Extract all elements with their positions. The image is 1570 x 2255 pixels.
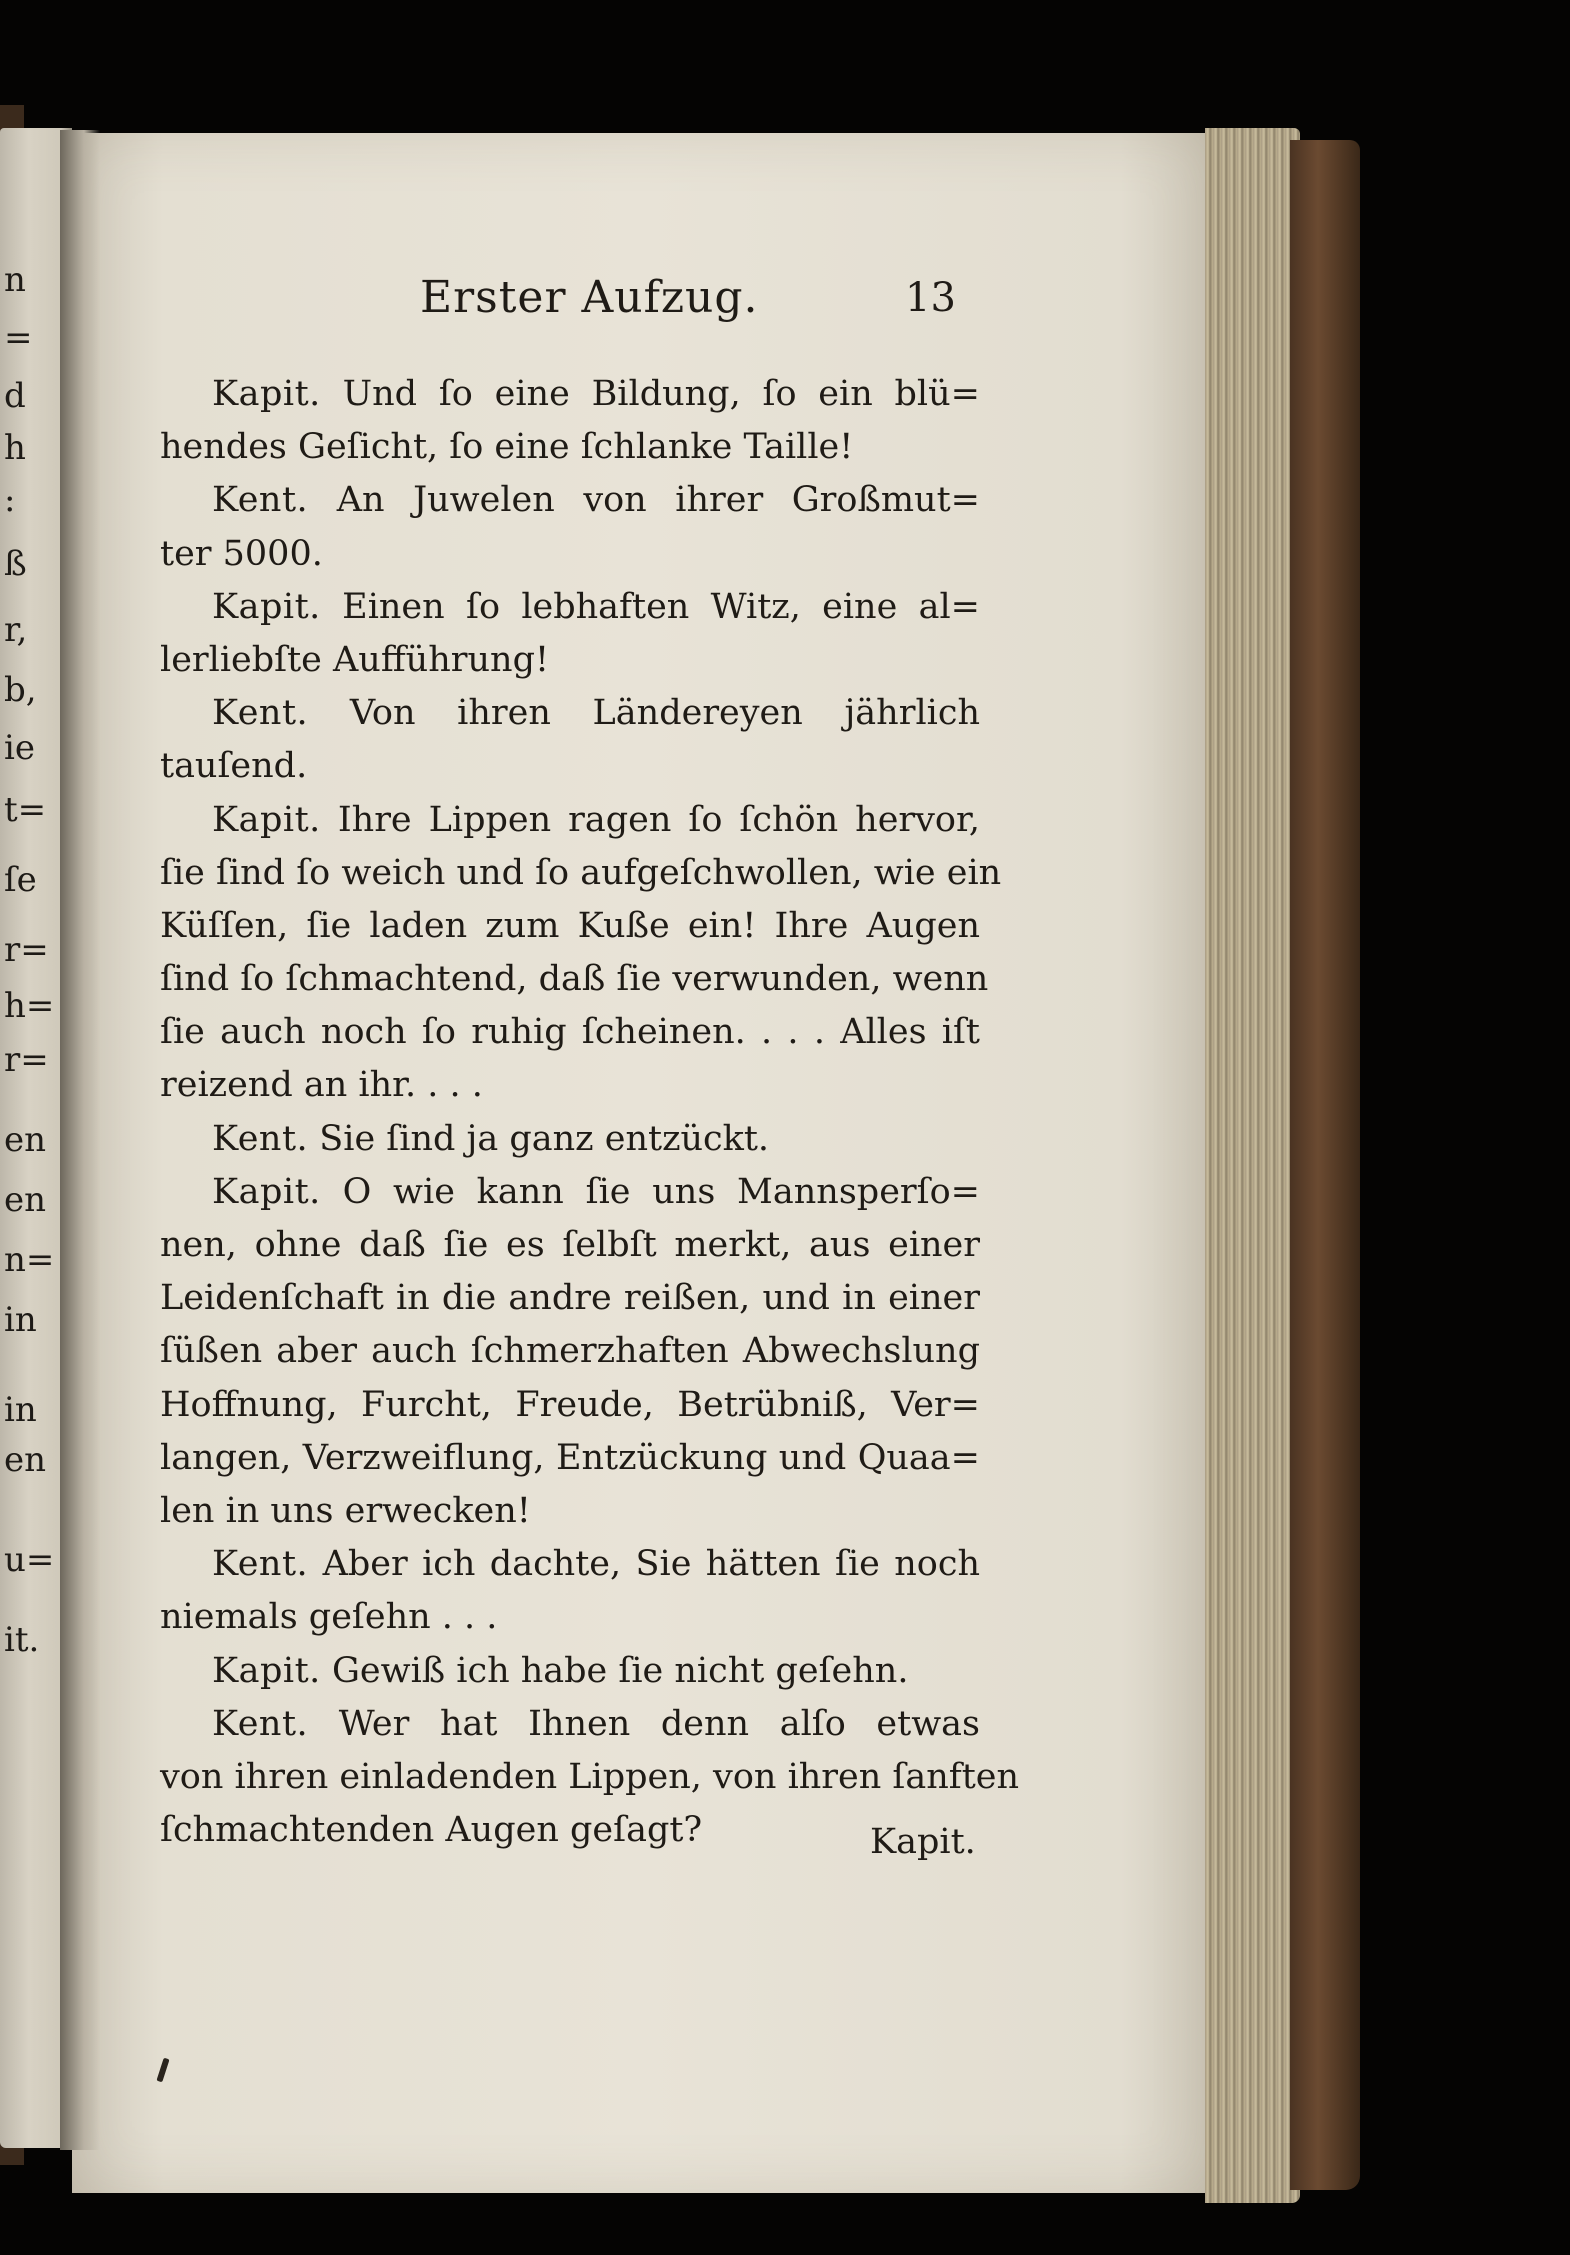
text-line bbox=[160, 1325, 980, 1378]
line-text: Und ſo eine Bildung, ſo ein blü= bbox=[342, 374, 980, 414]
line-text: Leidenſchaft in die andre reißen, und in einer bbox=[160, 1278, 980, 1319]
left-page-text-fragment: it. bbox=[4, 1620, 40, 1660]
line-text: len in uns erwecken! bbox=[160, 1490, 531, 1531]
text-line bbox=[160, 740, 980, 793]
line-text: ſüßen aber auch ſchmerzhaften Abwechslung bbox=[160, 1331, 980, 1372]
line-text: reizend an ihr. . . . bbox=[160, 1065, 483, 1106]
running-head: Erster Aufzug. bbox=[420, 272, 759, 323]
line-text: Hoffnung, Furcht, Freude, Betrübniß, Ver= bbox=[160, 1384, 980, 1425]
text-line bbox=[160, 1059, 980, 1112]
line-text: hendes Geſicht, ſo eine ſchlanke Taille! bbox=[160, 427, 854, 468]
speaker-label: Kent. bbox=[212, 480, 309, 521]
line-text: von ihren einladenden Lippen, von ihren ſanften bbox=[160, 1756, 1020, 1797]
line-text: nen, ohne daß ſie es ſelbſt merkt, aus einer bbox=[160, 1225, 980, 1265]
left-page-text-fragment: ie bbox=[4, 728, 35, 768]
left-page-text-fragment: b, bbox=[4, 670, 37, 710]
left-page-text-fragment: en bbox=[4, 1180, 47, 1220]
left-page-text-fragment: d bbox=[4, 376, 26, 416]
speaker-label: Kapit. bbox=[212, 1650, 321, 1691]
text-line bbox=[160, 794, 980, 847]
left-page-text-fragment: t= bbox=[4, 790, 47, 830]
speaker-label: Kapit. bbox=[212, 586, 321, 627]
left-page-text-fragment: in bbox=[4, 1300, 37, 1340]
left-page-text-fragment: u= bbox=[4, 1540, 55, 1580]
text-line bbox=[160, 1804, 980, 1857]
left-page-text-fragment: : bbox=[4, 480, 16, 520]
left-page-text-fragment: r= bbox=[4, 1040, 49, 1080]
text-line bbox=[160, 1006, 980, 1059]
left-page-text-fragment: h bbox=[4, 428, 26, 468]
speaker-label: Kent. bbox=[212, 1703, 309, 1744]
line-text: Wer hat Ihnen denn alſo etwas bbox=[338, 1703, 980, 1744]
text-line bbox=[160, 421, 980, 474]
text-line bbox=[160, 1166, 980, 1219]
line-text: Gewiß ich habe ſie nicht geſehn. bbox=[331, 1650, 909, 1691]
text-line bbox=[160, 953, 989, 1006]
line-text: lerliebſte Aufführung! bbox=[160, 639, 550, 680]
speaker-label: Kapit. bbox=[212, 374, 321, 414]
line-text: Einen ſo lebhaften Witz, eine al= bbox=[342, 586, 980, 627]
line-text: O wie kann ſie uns Mannsperſo= bbox=[342, 1171, 980, 1212]
line-text: Sie ſind ja ganz entzückt. bbox=[319, 1118, 770, 1159]
speaker-label: Kent. bbox=[212, 1544, 309, 1585]
text-line bbox=[160, 581, 980, 634]
speaker-label: Kapit. bbox=[212, 799, 321, 840]
text-line bbox=[160, 1379, 980, 1432]
line-text: ſie auch noch ſo ruhig ſcheinen. . . . Alles iſt bbox=[160, 1012, 980, 1053]
catchword: Kapit. bbox=[870, 1822, 976, 1862]
left-page-text-fragment: in bbox=[4, 1390, 37, 1430]
text-line bbox=[160, 474, 980, 527]
left-page-text-fragment: h= bbox=[4, 986, 55, 1026]
text-line bbox=[160, 1698, 980, 1751]
text-line bbox=[160, 687, 980, 740]
text-block bbox=[160, 368, 1020, 1857]
line-text: Ihre Lippen ragen ſo ſchön hervor, bbox=[337, 799, 980, 840]
line-text: ter 5000. bbox=[160, 533, 323, 574]
text-line bbox=[160, 1113, 980, 1166]
line-text: Von ihren Ländereyen jährlich bbox=[349, 693, 980, 734]
left-page-text-fragment: ß bbox=[4, 544, 27, 584]
line-text: ſind ſo ſchmachtend, daß ſie verwunden, wenn bbox=[160, 959, 989, 1000]
page-edges-stack bbox=[1205, 128, 1300, 2203]
left-page-text-fragment: r, bbox=[4, 610, 28, 650]
line-text: ſie ſind ſo weich und ſo aufgeſchwollen, wie ein bbox=[160, 852, 1002, 893]
page-number: 13 bbox=[905, 275, 956, 321]
page-gutter bbox=[60, 130, 100, 2150]
text-line bbox=[160, 1645, 980, 1698]
line-text: niemals geſehn . . . bbox=[160, 1597, 498, 1638]
line-text: langen, Verzweiflung, Entzückung und Quaa= bbox=[160, 1437, 980, 1478]
line-text: Küſſen, ſie laden zum Kuße ein! Ihre Augen bbox=[160, 905, 980, 946]
speaker-label: Kent. bbox=[212, 1118, 309, 1159]
left-page-text-fragment: n bbox=[4, 260, 26, 300]
text-line bbox=[160, 1591, 980, 1644]
speaker-label: Kent. bbox=[212, 693, 309, 734]
text-line bbox=[160, 368, 980, 421]
text-line bbox=[160, 1219, 980, 1272]
line-text: Aber ich dachte, Sie hätten ſie noch bbox=[322, 1544, 980, 1585]
line-text: ſchmachtenden Augen geſagt? bbox=[160, 1810, 703, 1851]
left-page-text-fragment: n= bbox=[4, 1240, 55, 1280]
text-line bbox=[160, 900, 980, 953]
text-line bbox=[160, 1272, 980, 1325]
back-book-cover bbox=[1290, 140, 1360, 2190]
text-line bbox=[160, 1485, 980, 1538]
left-page-text-fragment: en bbox=[4, 1440, 47, 1480]
left-page-text-fragment: ſe bbox=[4, 860, 37, 900]
left-page-text-fragment: r= bbox=[4, 930, 49, 970]
text-line bbox=[160, 634, 980, 687]
text-line bbox=[160, 1432, 980, 1485]
text-line bbox=[160, 847, 1002, 900]
line-text: tauſend. bbox=[160, 746, 308, 787]
text-line bbox=[160, 1751, 1020, 1804]
speaker-label: Kapit. bbox=[212, 1171, 321, 1212]
text-line bbox=[160, 1538, 980, 1591]
text-line bbox=[160, 528, 980, 581]
left-page-text-fragment: = bbox=[4, 318, 33, 358]
line-text: An Juwelen von ihrer Großmut= bbox=[336, 480, 980, 521]
left-page-text-fragment: en bbox=[4, 1120, 47, 1160]
